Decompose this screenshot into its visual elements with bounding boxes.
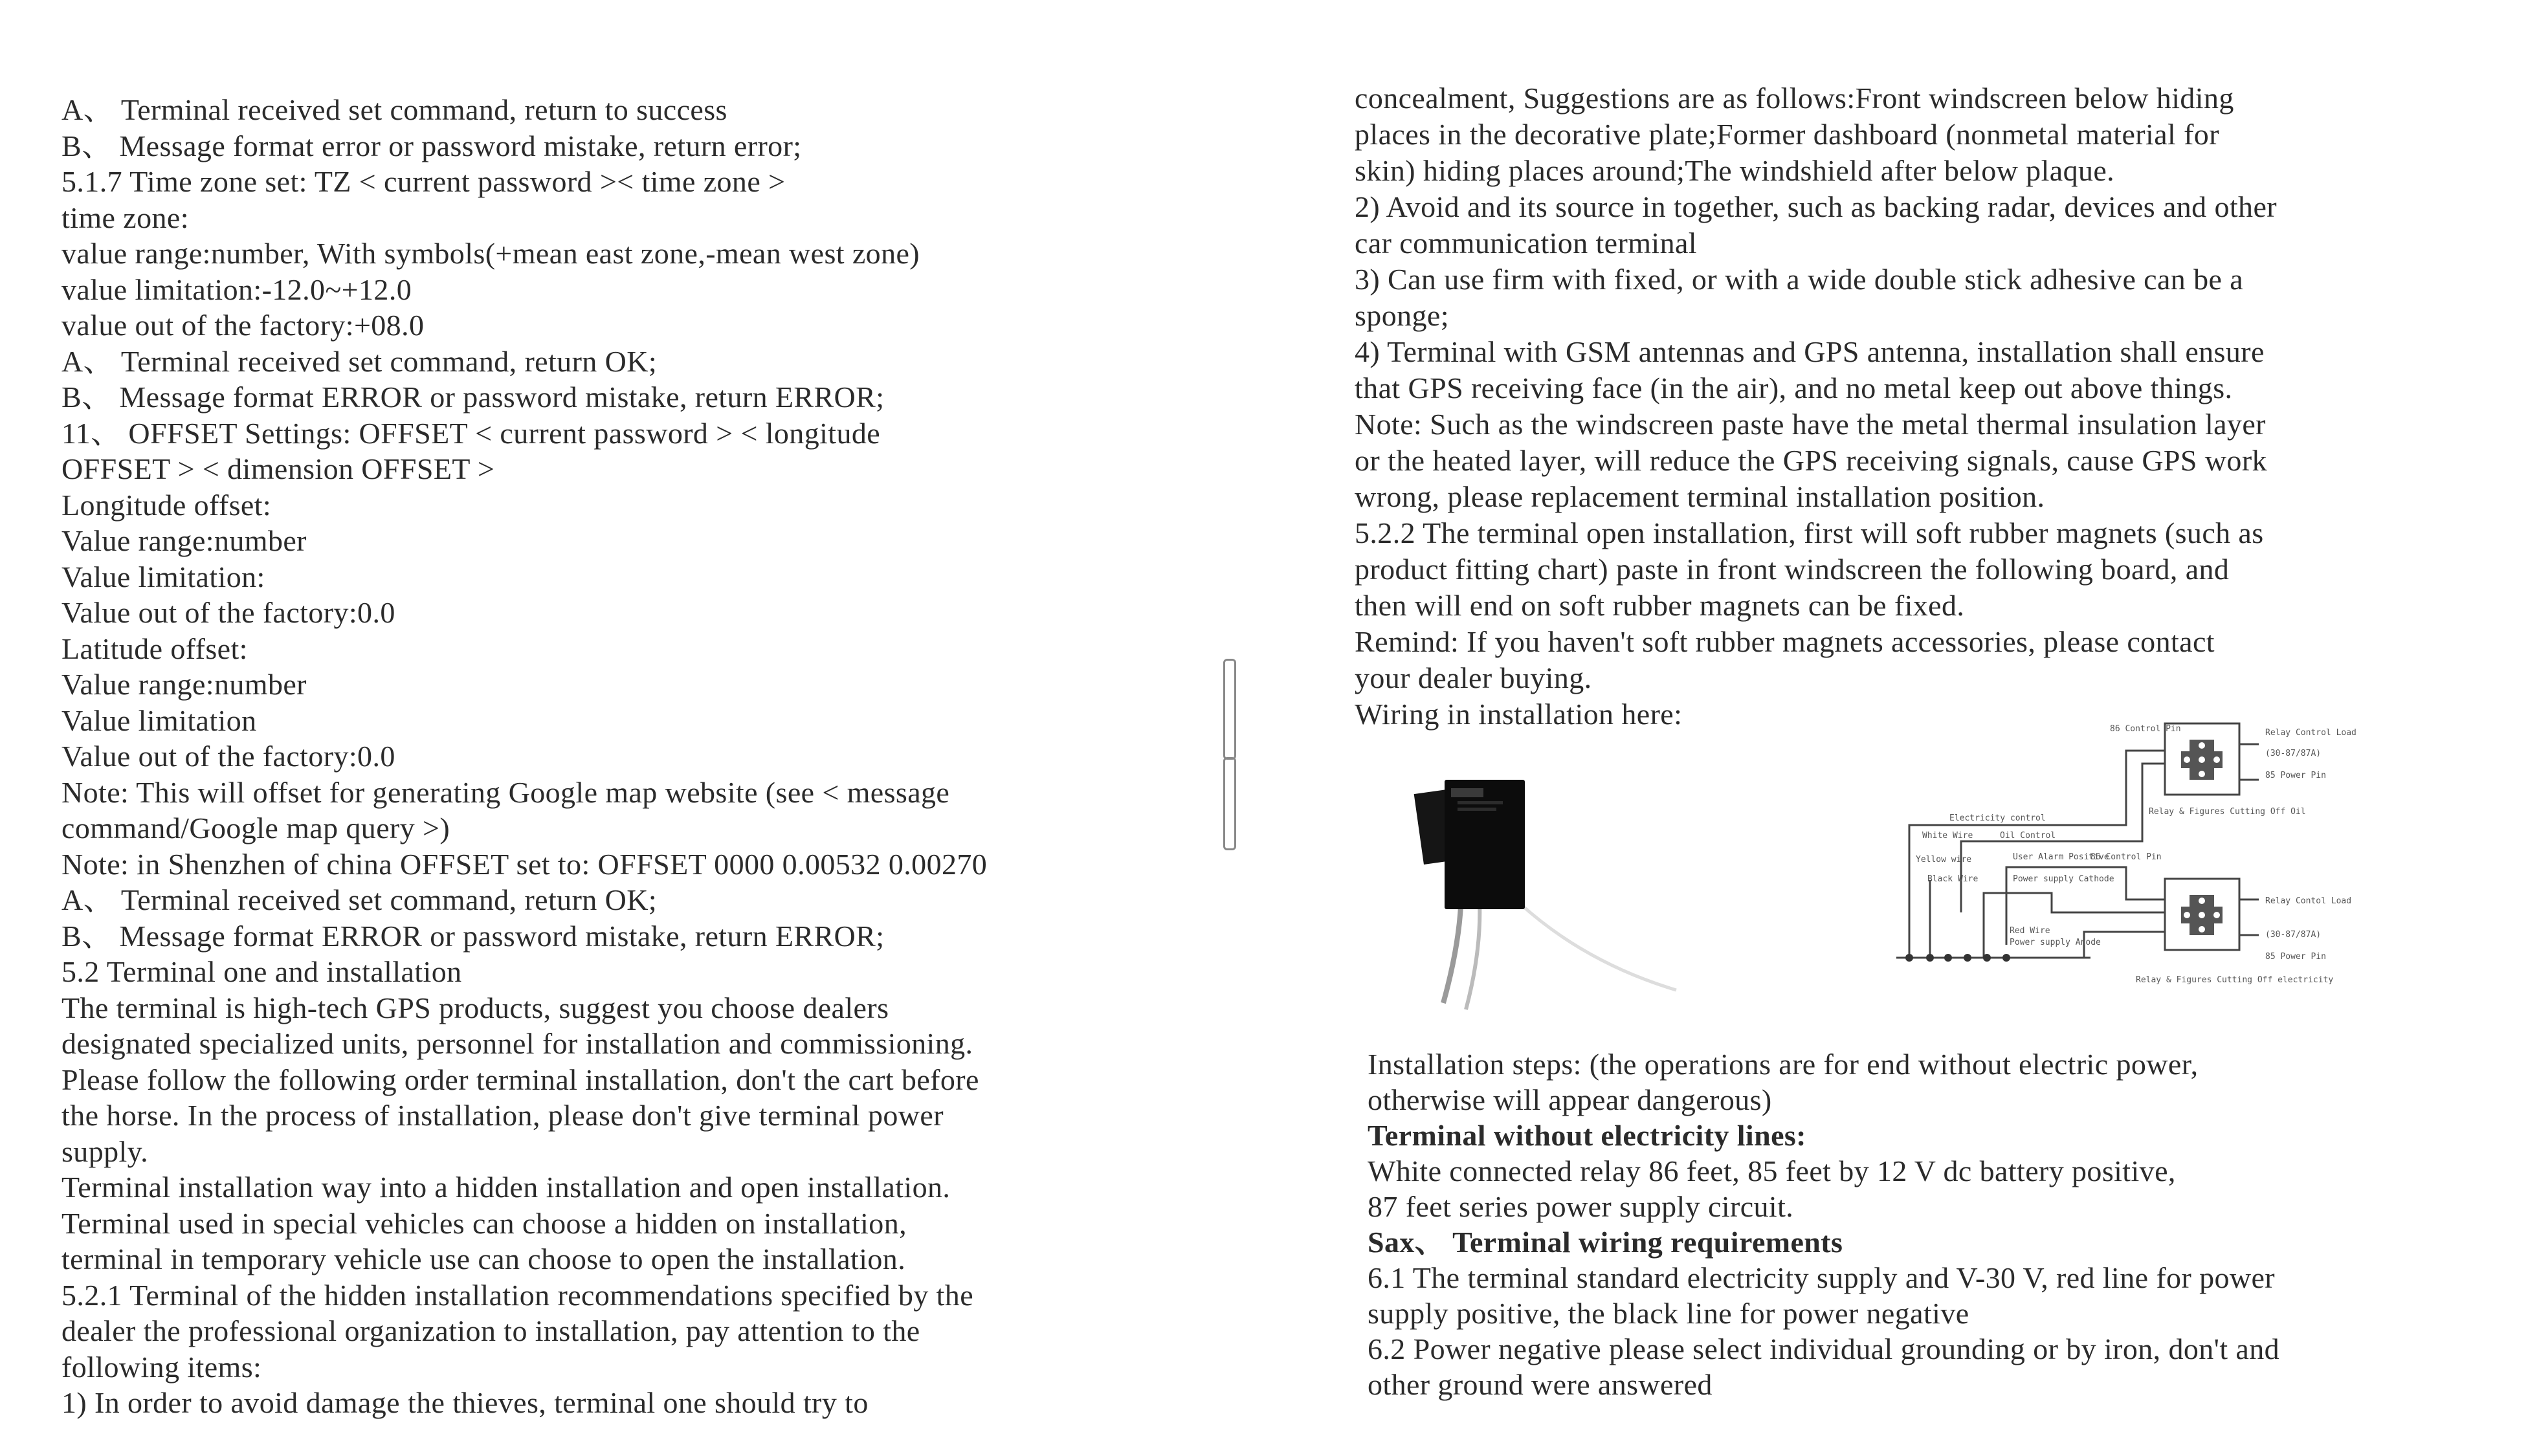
right-text-column-top [1355, 80, 2494, 733]
relay2-pin86-label: 86 Control Pin [2090, 852, 2162, 862]
black-wire-label: Black Wire [1927, 874, 1979, 884]
right-text-column-bottom [1368, 1046, 2494, 1402]
text-line: 5.2.1 Terminal of the hidden installation recommendations specified by the [61, 1278, 974, 1312]
text-line: 1) In order to avoid damage the thieves, terminal one should try to [61, 1386, 869, 1419]
text-line: other ground were answered [1368, 1368, 1713, 1401]
text-line: Value range:number [61, 668, 307, 701]
text-line: Value limitation: [61, 560, 265, 593]
text-line: value limitation:-12.0~+12.0 [61, 272, 412, 306]
text-line: 2) Avoid and its source in together, such as backing radar, devices and other [1355, 190, 2277, 223]
relay1-pin86-label: 86 Control Pin [2110, 724, 2181, 734]
text-line: 5.1.7 Time zone set: TZ < current password >< time zone > [61, 165, 786, 198]
text-line: dealer the professional organization to installation, pay attention to the [61, 1314, 920, 1347]
text-line: A、 Terminal received set command, return OK; [61, 883, 658, 916]
text-line: 87 feet series power supply circuit. [1368, 1190, 1794, 1223]
text-line: Longitude offset: [61, 488, 272, 522]
oil-control-label: Oil Control [2000, 831, 2056, 841]
text-line: designated specialized units, personnel for installation and commissioning. [61, 1027, 973, 1060]
text-line: The terminal is high-tech GPS products, suggest you choose dealers [61, 991, 889, 1024]
text-line: or the heated layer, will reduce the GPS receiving signals, cause GPS work [1355, 444, 2267, 477]
text-line: Value range:number [61, 524, 307, 557]
text-line: Latitude offset: [61, 632, 248, 665]
text-line: Installation steps: (the operations are for end without electric power, [1368, 1048, 2199, 1081]
text-line: Note: Such as the windscreen paste have the metal thermal insulation layer [1355, 408, 2266, 441]
text-line: terminal in temporary vehicle use can choose to open the installation. [61, 1242, 906, 1275]
text-line: skin) hiding places around;The windshield after below plaque. [1355, 154, 2115, 187]
text-line: your dealer buying. [1355, 661, 1592, 694]
text-line: 11、 OFFSET Settings: OFFSET < current password > < longitude [61, 416, 881, 450]
text-line: Note: This will offset for generating Google map website (see < message [61, 775, 950, 809]
left-text-column [61, 92, 1175, 1421]
text-line: car communication terminal [1355, 226, 1697, 259]
binding-mark [1223, 757, 1236, 850]
yellow-wire-label: Yellow wire [1916, 855, 1972, 865]
relay1-load-label: Relay Control Load [2265, 728, 2356, 738]
text-line: 5.2.2 The terminal open installation, first will soft rubber magnets (such as [1355, 516, 2264, 549]
text-line: Please follow the following order terminal installation, don't the cart before [61, 1063, 979, 1096]
text-line: A、 Terminal received set command, return to success [61, 93, 727, 126]
text-line: product fitting chart) paste in front windscreen the following board, and [1355, 553, 2230, 586]
text-line: places in the decorative plate;Former dashboard (nonmetal material for [1355, 118, 2219, 151]
relay1-pin85-label: 85 Power Pin [2265, 771, 2326, 780]
binding-mark [1223, 659, 1236, 760]
text-line: sponge; [1355, 299, 1449, 332]
wiring-figure [1404, 718, 2492, 1016]
electricity-control-label: Electricity control [1949, 813, 2046, 823]
text-line: value range:number, With symbols(+mean east zone,-mean west zone) [61, 237, 920, 270]
text-line: OFFSET > < dimension OFFSET > [61, 452, 495, 485]
subheading: Terminal without electricity lines: [1368, 1119, 1806, 1152]
text-line: that GPS receiving face (in the air), and no metal keep out above things. [1355, 371, 2233, 404]
power-anode-label: Power supply Anode [2010, 938, 2101, 947]
relay2-pin85-label: 85 Power Pin [2265, 952, 2326, 962]
text-line: command/Google map query >) [61, 811, 450, 844]
text-line: B、 Message format ERROR or password mistake, return ERROR; [61, 381, 885, 414]
section-heading: 5.2 Terminal one and installation [61, 955, 462, 988]
text-line: B、 Message format ERROR or password mistake, return ERROR; [61, 919, 885, 953]
text-line: 6.2 Power negative please select individual grounding or by iron, don't and [1368, 1332, 2280, 1365]
terminal-device-photo [1414, 780, 1676, 1009]
text-line: time zone: [61, 201, 189, 234]
relay-1-pins [2181, 740, 2223, 780]
text-line: supply positive, the black line for power negative [1368, 1297, 1969, 1330]
text-line: Remind: If you haven't soft rubber magnets accessories, please contact [1355, 625, 2215, 658]
text-line: 4) Terminal with GSM antennas and GPS antenna, installation shall ensure [1355, 335, 2265, 368]
power-cathode-label: Power supply Cathode [2013, 874, 2114, 884]
text-line: concealment, Suggestions are as follows:Front windscreen below hiding [1355, 82, 2234, 115]
text-line: Wiring in installation here: [1355, 698, 1683, 731]
text-line: wrong, please replacement terminal installation position. [1355, 480, 2045, 513]
text-line: otherwise will appear dangerous) [1368, 1083, 1772, 1116]
text-line: Terminal installation way into a hidden installation and open installation. [61, 1171, 951, 1204]
text-line: 3) Can use firm with fixed, or with a wide double stick adhesive can be a [1355, 263, 2244, 296]
user-alarm-label: User Alarm Positive [2013, 852, 2109, 862]
text-line: following items: [61, 1350, 262, 1384]
text-line: Terminal used in special vehicles can choose a hidden on installation, [61, 1206, 907, 1240]
white-wire-label: White Wire [1922, 831, 1973, 841]
relay2-pins-label: (30-87/87A) [2265, 930, 2322, 940]
text-line: White connected relay 86 feet, 85 feet by 12 V dc battery positive, [1368, 1154, 2176, 1187]
text-line: Value limitation [61, 703, 257, 737]
relay1-pins-label: (30-87/87A) [2265, 749, 2322, 758]
text-line: value out of the factory:+08.0 [61, 309, 425, 342]
relay2-load-label: Relay Contol Load [2265, 896, 2352, 906]
relay-2-pins [2181, 895, 2223, 935]
relay1-cutting-label: Relay & Figures Cutting Off Oil [2149, 807, 2306, 817]
text-line: supply. [61, 1134, 148, 1168]
text-line: 6.1 The terminal standard electricity supply and V-30 V, red line for power [1368, 1261, 2276, 1294]
text-line: Note: in Shenzhen of china OFFSET set to: OFFSET 0000 0.00532 0.00270 [61, 847, 988, 881]
text-line: Value out of the factory:0.0 [61, 596, 395, 629]
relay2-cutting-label: Relay & Figures Cutting Off electricity [2136, 975, 2334, 985]
subheading: Sax、 Terminal wiring requirements [1368, 1226, 1843, 1259]
text-line: Value out of the factory:0.0 [61, 740, 395, 773]
text-line: A、 Terminal received set command, return OK; [61, 344, 658, 378]
text-line: B、 Message format error or password mistake, return error; [61, 129, 802, 162]
text-line: then will end on soft rubber magnets can be fixed. [1355, 589, 1965, 622]
red-wire-label: Red Wire [2010, 926, 2050, 936]
text-line: the horse. In the process of installation, please don't give terminal power [61, 1099, 944, 1132]
